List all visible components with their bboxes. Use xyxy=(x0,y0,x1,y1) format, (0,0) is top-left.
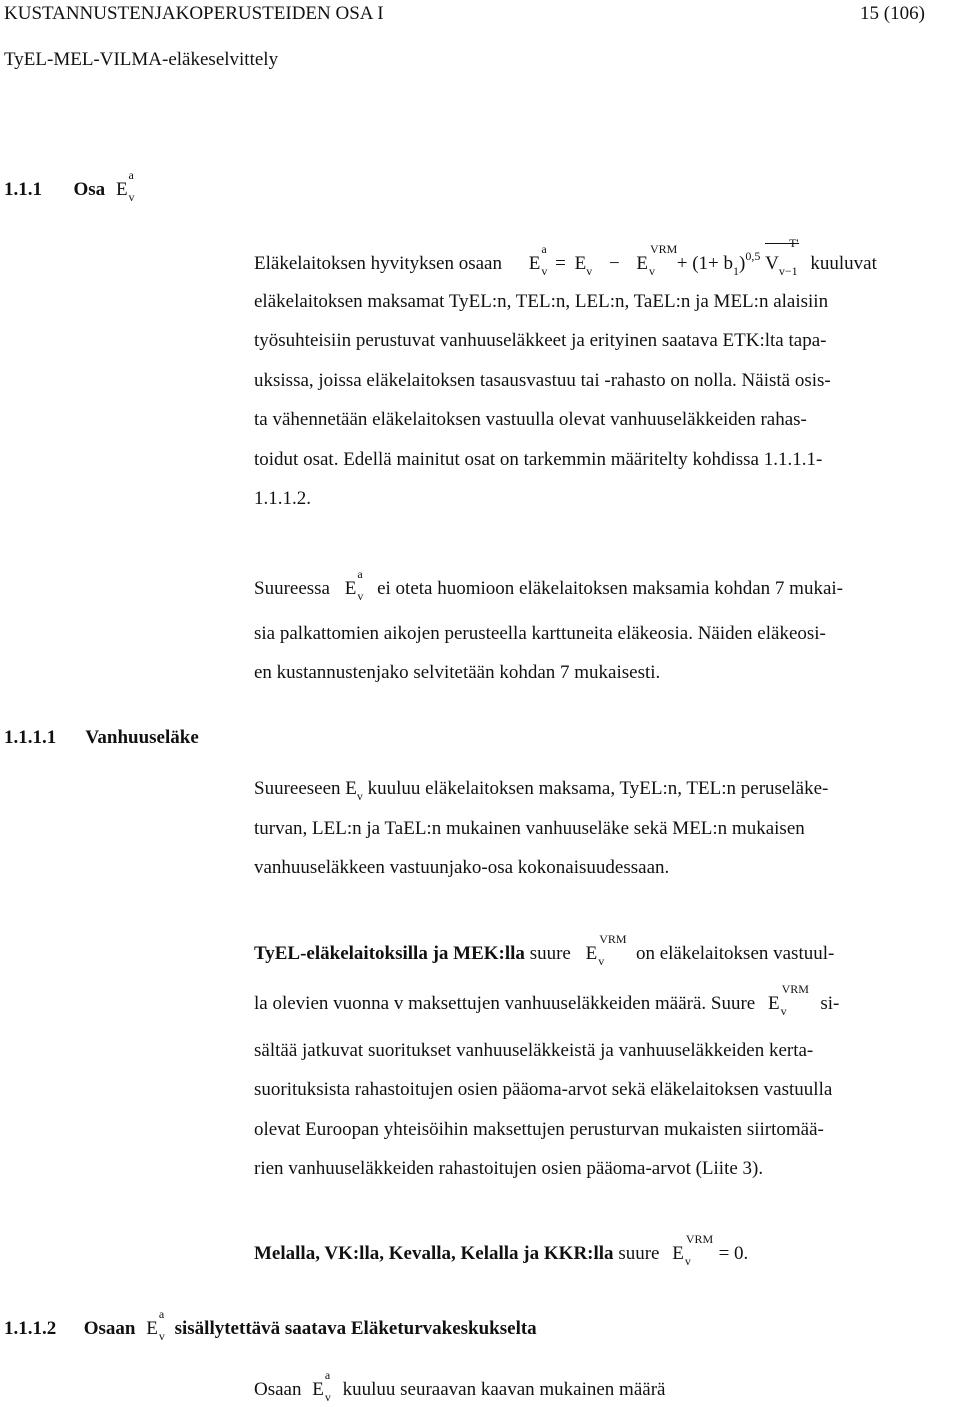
subsection-label: Vanhuuseläke xyxy=(85,727,199,748)
p5-line: Melalla, VK:lla, Kevalla, Kelalla ja KKR:lla suure E VRM $_v$ = 0. xyxy=(254,1232,749,1268)
subsection-symbol: E a $_v$ xyxy=(146,1307,165,1343)
subsection-heading-2: 1.1.1.2 Osaan E a $_v$ sisällytettävä saatava Eläketurvakeskukselta xyxy=(4,1307,537,1343)
p1-line: 1.1.1.2. xyxy=(254,488,311,510)
p2-symbol: E a $_v$ xyxy=(344,567,364,603)
p4-line: sältää jatkuvat suoritukset vanhuuseläkkeistä ja vanhuuseläkkeiden kerta- xyxy=(254,1040,814,1061)
header-title: KUSTANNUSTENJAKOPERUSTEIDEN OSA I xyxy=(4,3,384,24)
p2-line: sia palkattomien aikojen perusteella karttuneita eläkeosia. Näiden eläkeosi- xyxy=(254,623,826,644)
section-number: 1.1.1 xyxy=(4,179,42,200)
p4-body xyxy=(254,1031,960,1189)
p1-line: uksissa, joissa eläkelaitoksen tasausvastuu tai -rahasto on nolla. Näistä osis- xyxy=(254,369,831,391)
header-subtitle: TyEL-MEL-VILMA-eläkeselvittely xyxy=(4,49,279,70)
p1-line: työsuhteisiin perustuvat vanhuuseläkkeet ja erityinen saatava ETK:lta tapa- xyxy=(254,330,827,352)
subsection-number: 1.1.1.2 xyxy=(4,1318,57,1339)
p4-symbol: E VRM $_v$ xyxy=(585,932,627,968)
page-number: 15 (106) xyxy=(860,3,925,24)
p4-first-line: TyEL-eläkelaitoksilla ja MEK:lla suure E VRM $_v$ on eläkelaitoksen vastuul- xyxy=(254,932,835,968)
p2-first-line: Suureessa E a $_v$ ei oteta huomioon eläkelaitoksen maksamia kohdan 7 mukai- xyxy=(254,567,843,603)
p1-body xyxy=(254,282,960,518)
section-symbol: E a $_v$ xyxy=(115,168,135,204)
p1-line: ta vähennetään eläkelaitoksen vastuulla olevat vanhuuseläkkeiden rahas- xyxy=(254,409,807,431)
subsection-heading-1 xyxy=(4,728,199,747)
p1-after: kuuluvat xyxy=(810,253,877,274)
p3-line: turvan, LEL:n ja TaEL:n mukainen vanhuuseläke sekä MEL:n mukaisen xyxy=(254,818,805,839)
p6-line: Osaan E a $_v$ kuuluu seuraavan kaavan mukainen määrä xyxy=(254,1368,666,1404)
p6-symbol: E a $_v$ xyxy=(312,1368,331,1404)
section-heading xyxy=(4,168,135,207)
section-label: Osa xyxy=(73,179,106,200)
p3-first-line: Suureeseen $E_v$ kuuluu eläkelaitoksen maksama, TyEL:n, TEL:n peruseläke- xyxy=(254,778,829,803)
p1-line: toidut osat. Edellä mainitut osat on tarkemmin määritelty kohdissa 1.1.1.1- xyxy=(254,448,823,470)
p4-line: suorituksista rahastoitujen osien pääoma-arvot sekä eläkelaitoksen vastuulla xyxy=(254,1079,833,1101)
subsection-number: 1.1.1.1 xyxy=(4,727,57,748)
p1-line: eläkelaitoksen maksamat TyEL:n, TEL:n, LEL:n, TaEL:n ja MEL:n alaisiin xyxy=(254,291,829,312)
p2-line: en kustannustenjako selvitetään kohdan 7 mukaisesti. xyxy=(254,662,661,684)
p5-symbol: E VRM $_v$ xyxy=(672,1232,714,1268)
p1-formula: E a $_v = E_v - E$ VRM $_v + (1+ b_1)^{0,5}$ T' $V_{v-1}$ xyxy=(528,236,799,278)
p3-line: vanhuuseläkkeen vastuunjako-osa kokonaisuudessaan. xyxy=(254,857,670,879)
p2-body xyxy=(254,614,960,693)
p1-intro: Eläkelaitoksen hyvityksen osaan xyxy=(254,253,502,274)
p4-symbol-2: E VRM $_v$ xyxy=(767,982,809,1018)
p1-formula-line xyxy=(254,236,877,281)
p3-body xyxy=(254,809,960,888)
p4-second-line: la olevien vuonna v maksettujen vanhuuseläkkeiden määrä. Suure E VRM $_v$ si- xyxy=(254,982,840,1018)
p4-line: olevat Euroopan yhteisöihin maksettujen perusturvan mukaisten siirtomää- xyxy=(254,1118,824,1140)
p4-line: rien vanhuuseläkkeiden rahastoitujen osien pääoma-arvot (Liite 3). xyxy=(254,1158,764,1180)
